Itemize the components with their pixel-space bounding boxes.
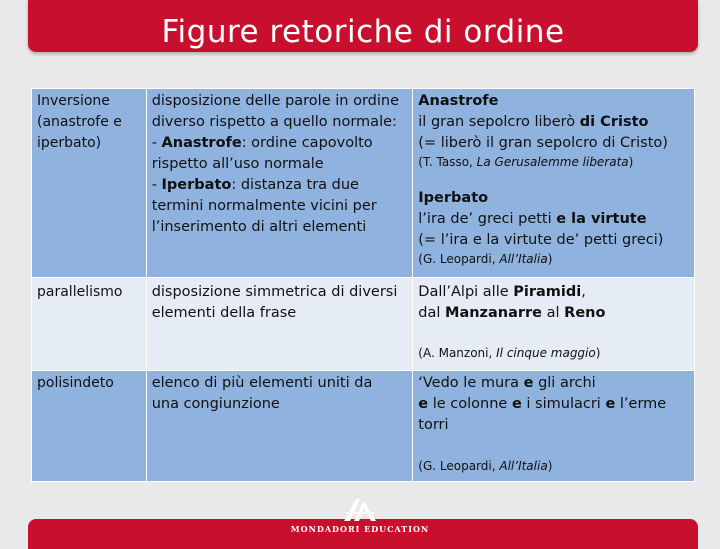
term-line: polisindeto bbox=[37, 375, 114, 391]
table-row bbox=[32, 371, 695, 482]
example-bold: Reno bbox=[564, 305, 606, 321]
example-cell bbox=[413, 89, 695, 278]
term-line: parallelismo bbox=[37, 284, 123, 300]
term-cell bbox=[32, 278, 147, 371]
definition-bold: Anastrofe bbox=[161, 135, 242, 151]
example-text: i simulacri bbox=[521, 396, 606, 412]
definition-line: rispetto all’uso normale bbox=[151, 156, 324, 172]
definition-cell bbox=[146, 371, 413, 482]
term-line: Inversione bbox=[37, 93, 110, 109]
definition-line: elementi della frase bbox=[151, 305, 297, 321]
example-text: le colonne bbox=[428, 396, 512, 412]
figures-table bbox=[31, 88, 695, 482]
example-text: , bbox=[581, 284, 586, 300]
example-text: (= l’ira e la virtute de’ petti greci) bbox=[418, 232, 664, 248]
example-heading: Iperbato bbox=[418, 190, 489, 206]
example-text: (= liberò il gran sepolcro di Cristo) bbox=[418, 135, 668, 151]
example-bold: e la virtute bbox=[556, 211, 647, 227]
definition-text: : ordine capovolto bbox=[241, 135, 373, 151]
example-bold: Piramidi bbox=[513, 284, 582, 300]
example-bold: Manzanarre bbox=[445, 305, 543, 321]
table-row bbox=[32, 278, 695, 371]
definition-text: - bbox=[151, 135, 162, 151]
definition-line: termini normalmente vicini per bbox=[151, 198, 377, 214]
definition-line: diverso rispetto a quello normale: bbox=[151, 114, 397, 130]
title-bar bbox=[28, 0, 698, 52]
definition-text: - bbox=[151, 177, 162, 193]
definition-line: disposizione delle parole in ordine bbox=[151, 93, 399, 109]
example-text: Dall’Alpi alle bbox=[418, 284, 514, 300]
example-bold: di Cristo bbox=[579, 114, 649, 130]
source-citation: (G. Leopardi, All’Italia) bbox=[418, 459, 553, 473]
brand-name: MONDADORI EDUCATION bbox=[290, 524, 430, 534]
brand-logo bbox=[290, 497, 430, 537]
example-heading: Anastrofe bbox=[418, 93, 499, 109]
example-text: gli archi bbox=[533, 375, 596, 391]
example-bold: e bbox=[523, 375, 534, 391]
example-text: l’ira de’ greci petti bbox=[418, 211, 557, 227]
definition-line: l’inserimento di altri elementi bbox=[151, 219, 367, 235]
example-cell bbox=[413, 278, 695, 371]
example-text: al bbox=[542, 305, 565, 321]
example-text: ‘Vedo le mura bbox=[418, 375, 524, 391]
definition-cell bbox=[146, 89, 413, 278]
example-bold: e bbox=[418, 396, 429, 412]
definition-cell bbox=[146, 278, 413, 371]
term-line: iperbato) bbox=[37, 135, 102, 151]
definition-text: : distanza tra due bbox=[231, 177, 359, 193]
mondadori-logo-icon bbox=[340, 497, 380, 521]
example-bold: e bbox=[511, 396, 522, 412]
source-citation: (A. Manzoni, Il cinque maggio) bbox=[418, 346, 601, 360]
page-title: Figure retoriche di ordine bbox=[161, 14, 565, 50]
definition-bold: Iperbato bbox=[161, 177, 232, 193]
definition-line: una congiunzione bbox=[151, 396, 280, 412]
table-row bbox=[32, 89, 695, 278]
term-cell bbox=[32, 89, 147, 278]
term-line: (anastrofe e bbox=[37, 114, 122, 130]
source-citation: (T. Tasso, La Gerusalemme liberata) bbox=[418, 155, 634, 169]
definition-line: disposizione simmetrica di diversi bbox=[151, 284, 398, 300]
example-cell bbox=[413, 371, 695, 482]
source-citation: (G. Leopardi, All’Italia) bbox=[418, 252, 553, 266]
term-cell bbox=[32, 371, 147, 482]
example-text: torri bbox=[418, 417, 449, 433]
example-text: il gran sepolcro liberò bbox=[418, 114, 580, 130]
example-text: dal bbox=[418, 305, 446, 321]
definition-line: elenco di più elementi uniti da bbox=[151, 375, 373, 391]
example-text: l’erme bbox=[615, 396, 667, 412]
example-bold: e bbox=[605, 396, 616, 412]
